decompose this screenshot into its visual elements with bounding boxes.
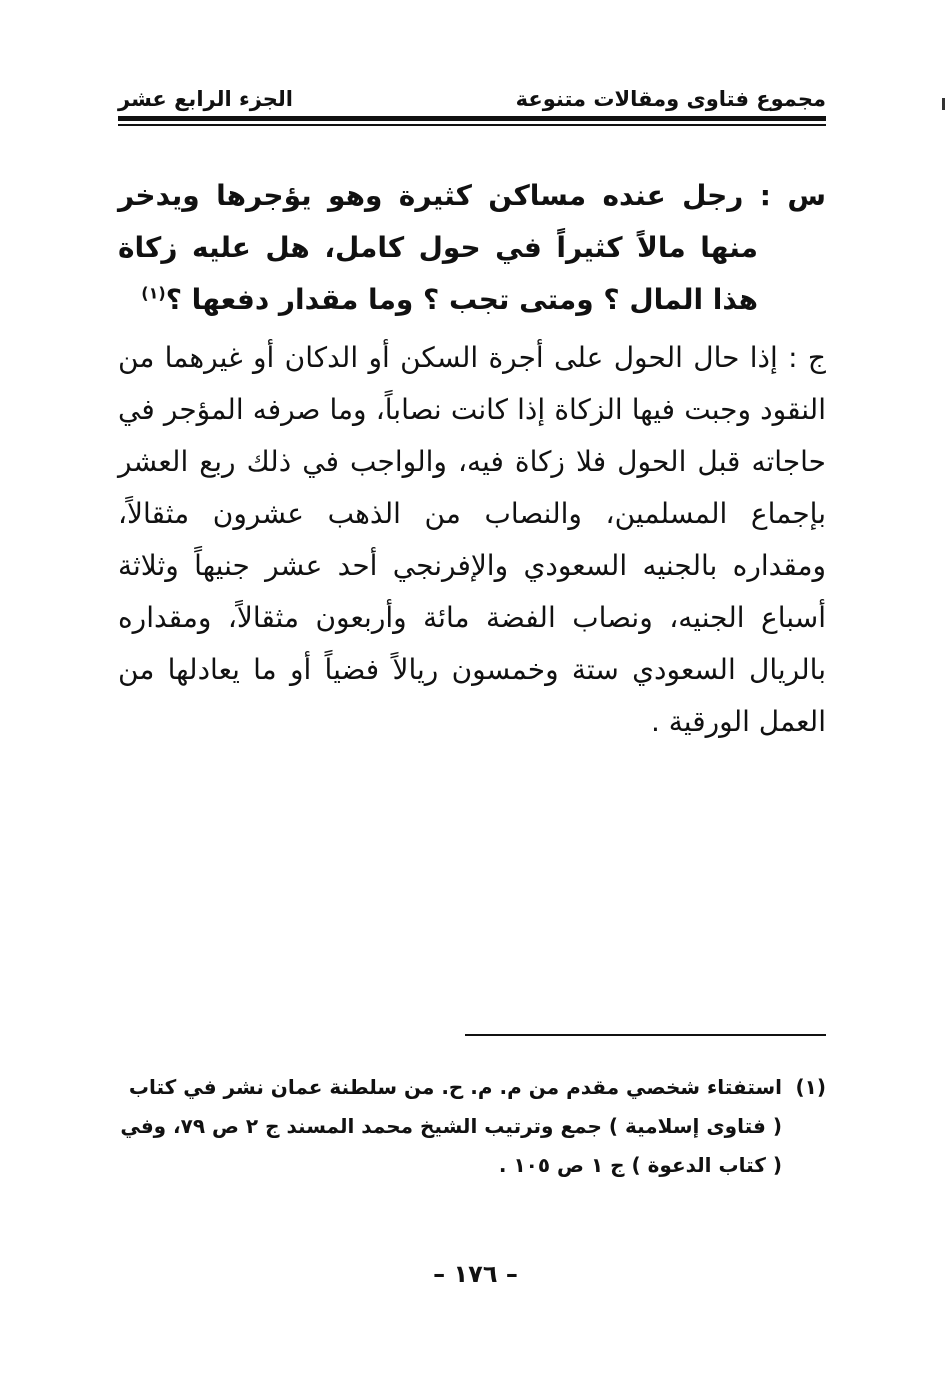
running-header — [118, 84, 826, 114]
header-rule-thin — [118, 124, 826, 126]
footnote-number: (١) — [795, 1075, 826, 1099]
volume-label: الجزء الرابع عشر — [118, 87, 293, 111]
main-text — [118, 170, 826, 748]
footnote-separator — [465, 1034, 826, 1036]
question-paragraph — [118, 170, 826, 326]
answer-paragraph: ج : إذا حال الحول على أجرة السكن أو الدكان أو غيرهما من النقود وجبت فيها الزكاة إذا كانت نصاباً، وما صرفه المؤجر في حاجاته قبل الحول فلا زكاة فيه، والواجب في ذلك ربع العشر بإجماع المسلمين، والنصاب من الذهب عشرون مثقالاً، ومقداره بالجنيه السعودي والإفرنجي أحد عشر جنيهاً وثلاثة أسباع الجنيه، ونصاب الفضة مائة وأربعون مثقالاً، ومقداره بالريال السعودي ستة وخمسون ريالاً فضياً أو ما يعادلها من العمل الورقية . — [118, 341, 826, 738]
question-text: س : رجل عنده مساكن كثيرة وهو يؤجرها ويدخر منها مالاً كثيراً في حول كامل، هل عليه زكاة هذا المال ؟ ومتى تجب ؟ وما مقدار دفعها ؟ — [118, 179, 826, 316]
footnote-text: استفتاء شخصي مقدم من م. م. ح. من سلطنة عمان نشر في كتاب ( فتاوى إسلامية ) جمع وترتيب الشيخ محمد المسند ج ٢ ص ٧٩، وفي ( كتاب الدعوة ) ج ١ ص ١٠٥ . — [120, 1075, 782, 1177]
book-title: مجموع فتاوى ومقالات متنوعة — [515, 87, 826, 111]
scan-edge-mark — [942, 98, 945, 110]
header-rule-thick — [118, 116, 826, 121]
footnote-marker[interactable]: (١) — [141, 283, 166, 303]
page-number: – ١٧٦ – — [433, 1260, 518, 1288]
footnote — [118, 1068, 826, 1185]
